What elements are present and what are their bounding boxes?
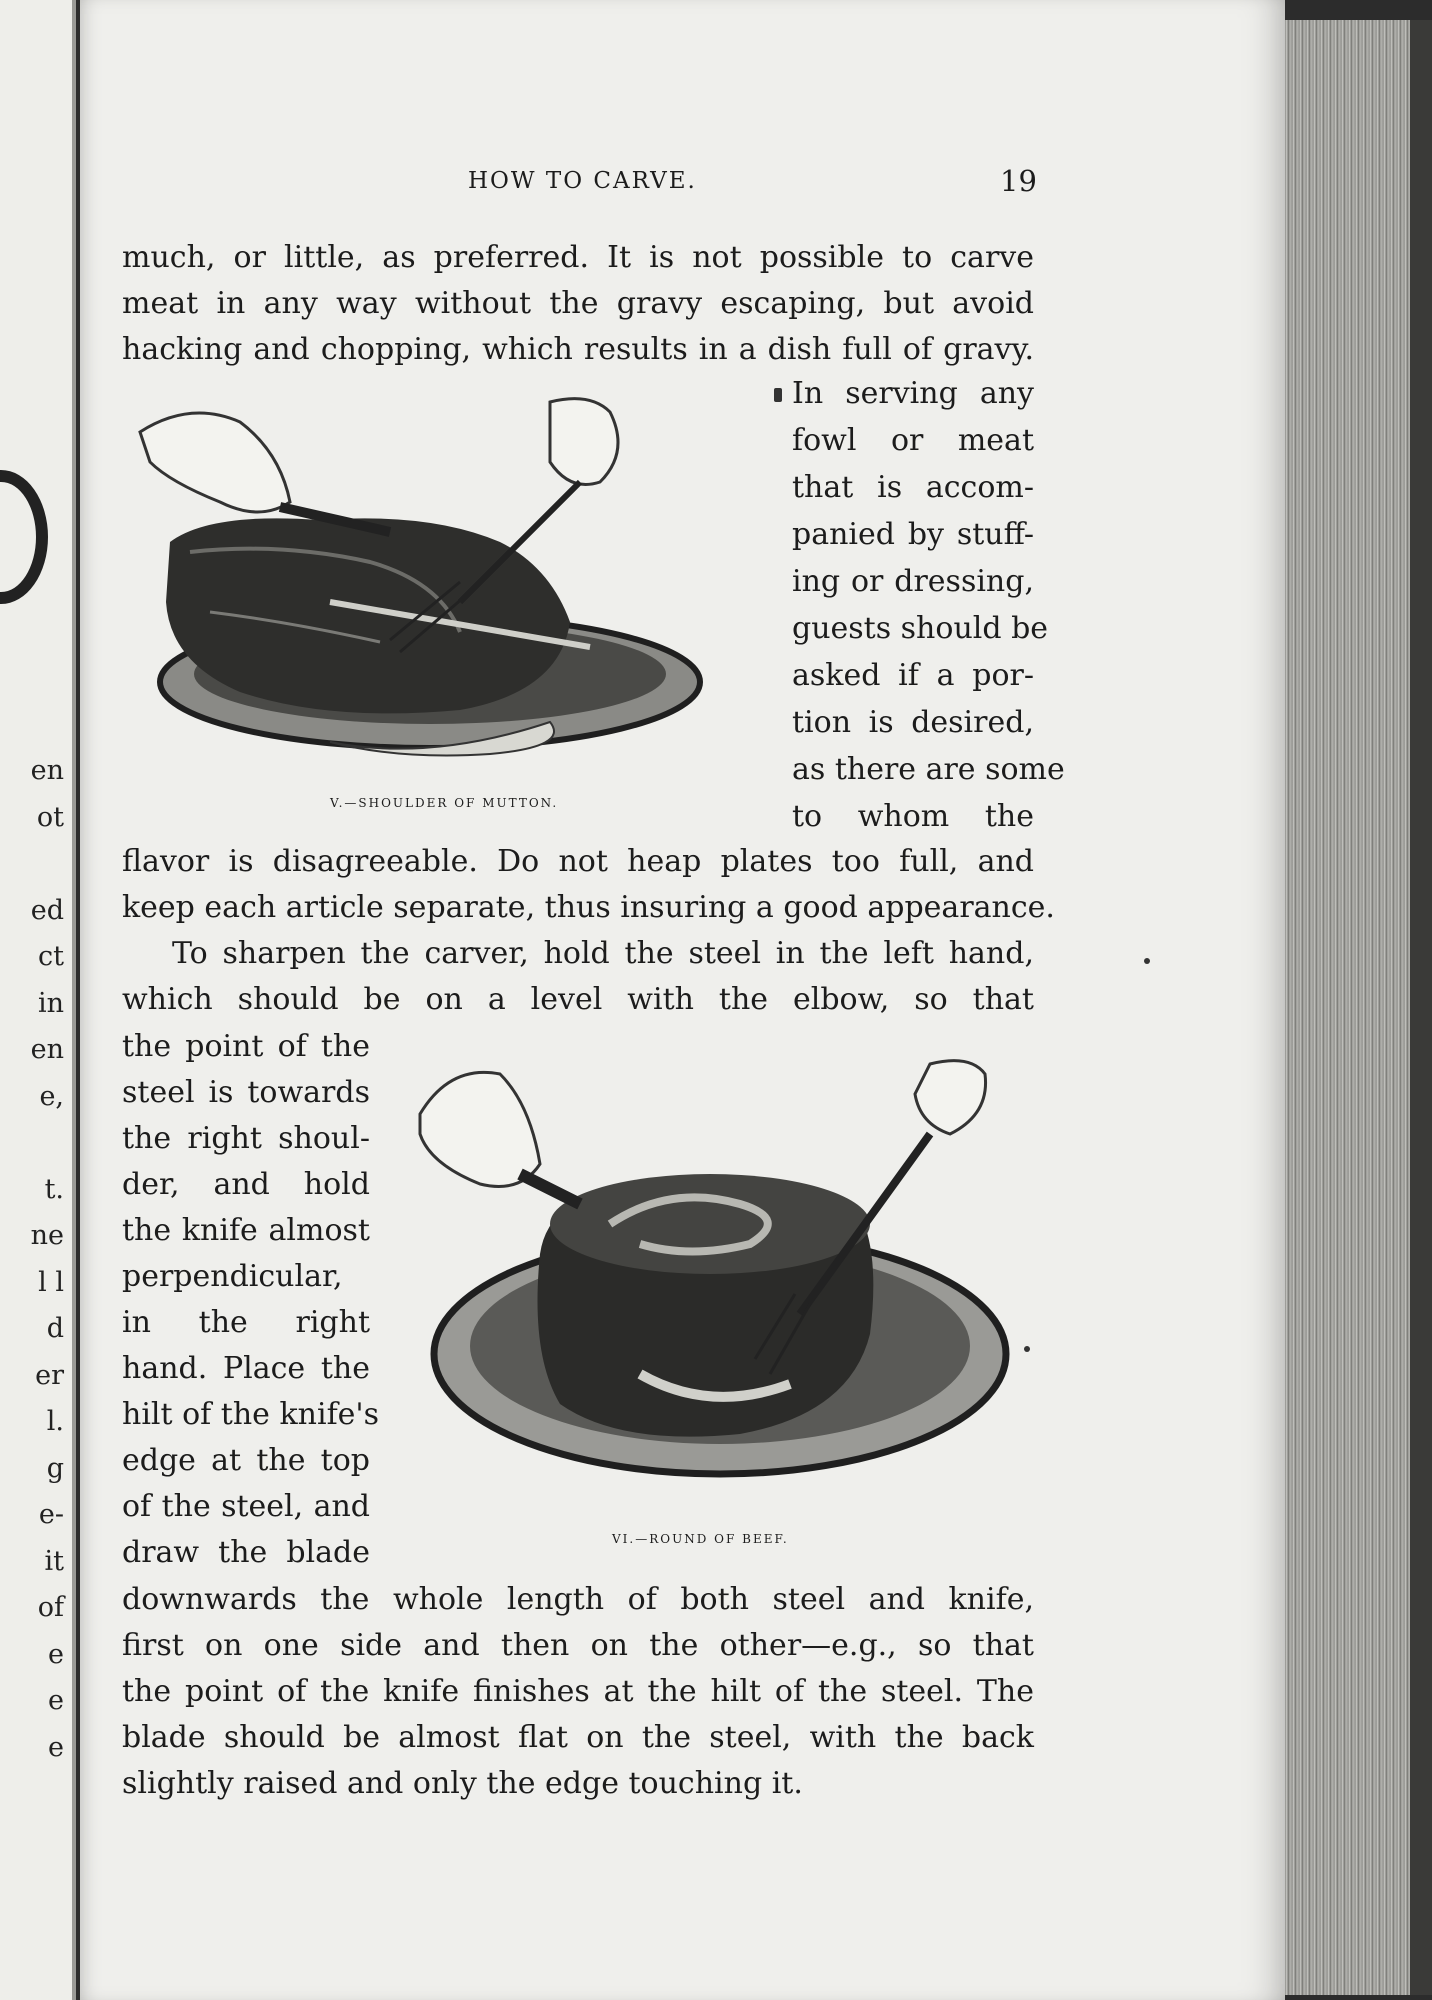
body-line: hand. Place the (122, 1351, 370, 1386)
book-fore-edge (1285, 20, 1432, 1995)
previous-page-fragment: in (37, 987, 64, 1019)
body-line: flavor is disagreeable. Do not heap plates too full, and (122, 844, 1034, 879)
body-line: the point of the knife finishes at the hilt of the steel. The (122, 1674, 1034, 1709)
previous-page-fragment: g (46, 1452, 64, 1484)
body-line: fowl or meat (792, 423, 1034, 458)
previous-page-fragment (0, 841, 64, 888)
previous-page-fragment: d (46, 1313, 64, 1344)
ink-speck (1144, 958, 1150, 964)
body-line: as there are some (792, 752, 1065, 787)
body-line: asked if a por- (792, 658, 1034, 693)
body-line: the knife almost (122, 1213, 370, 1248)
body-line: which should be on a level with the elbow, so that (122, 982, 1034, 1017)
figure-caption: V.—SHOULDER OF MUTTON. (330, 796, 559, 810)
previous-page-fragment: e (48, 1638, 64, 1670)
body-line: der, and hold (122, 1167, 370, 1202)
body-line: hacking and chopping, which results in a dish full of gravy. (122, 332, 1034, 367)
body-line: tion is desired, (792, 705, 1034, 740)
body-line: To sharpen the carver, hold the steel in the left hand, (172, 936, 1034, 971)
mutton-engraving (130, 392, 770, 762)
beef-engraving (410, 1054, 1010, 1504)
previous-page-fragment: ct (38, 941, 64, 972)
figure-caption: VI.—ROUND OF BEEF. (612, 1532, 789, 1546)
body-line: guests should be (792, 611, 1049, 646)
ink-speck (1024, 1346, 1030, 1352)
illustration-shoulder-of-mutton (130, 392, 770, 762)
body-line: of the steel, and (122, 1489, 370, 1524)
body-line: downwards the whole length of both steel and knife, (122, 1582, 1034, 1617)
previous-page-fragment: l l (38, 1266, 64, 1298)
ornament-ring-fragment (0, 470, 48, 604)
body-line: slightly raised and only the edge touching it. (122, 1766, 803, 1801)
previous-page-fragment: ne (30, 1220, 64, 1251)
previous-page-fragment: e (48, 1685, 64, 1716)
previous-page-fragment: of (37, 1592, 64, 1623)
body-line: meat in any way without the gravy escaping, but avoid (122, 286, 1034, 321)
body-line: in the right (122, 1305, 370, 1340)
previous-page-fragment: e, (39, 1080, 64, 1112)
previous-page-fragment (0, 1120, 64, 1167)
body-line: hilt of the knife's (122, 1397, 380, 1432)
body-line: much, or little, as preferred. It is not possible to carve (122, 240, 1034, 275)
previous-page-text-fragments (0, 748, 64, 1771)
previous-page-fragment: en (30, 755, 64, 786)
previous-page-fragment: ot (36, 801, 64, 833)
previous-page-fragment: en (30, 1034, 64, 1065)
body-line: ing or dressing, (792, 564, 1034, 599)
body-line: panied by stuff- (792, 517, 1034, 552)
previous-page-fragment: e- (38, 1499, 64, 1530)
body-line: that is accom- (792, 470, 1034, 505)
previous-page-fragment: ed (30, 894, 64, 926)
body-line: perpendicular, (122, 1259, 343, 1294)
previous-page-fragment: it (44, 1545, 64, 1577)
previous-page-fragment: er (35, 1359, 64, 1391)
previous-page-fragment: e (48, 1731, 64, 1763)
previous-page-fragment: l. (46, 1406, 64, 1437)
body-line: keep each article separate, thus insuring a good appearance. (122, 890, 1055, 925)
page-number: 19 (1000, 164, 1037, 198)
body-line: the right shoul- (122, 1121, 370, 1156)
illustration-round-of-beef (410, 1054, 1010, 1504)
previous-page-fragment: t. (44, 1173, 64, 1205)
body-line: to whom the (792, 799, 1034, 834)
body-line: draw the blade (122, 1535, 370, 1570)
paragraph-mark (774, 388, 782, 402)
body-line: first on one side and then on the other—e.g., so that (122, 1628, 1034, 1663)
running-head: HOW TO CARVE. (468, 168, 697, 194)
body-line: steel is towards (122, 1075, 370, 1110)
body-line: blade should be almost flat on the steel, with the back (122, 1720, 1034, 1755)
body-line: In serving any (792, 376, 1034, 411)
previous-page-edge (0, 0, 76, 2000)
body-line: edge at the top (122, 1443, 370, 1478)
body-line: the point of the (122, 1029, 370, 1064)
